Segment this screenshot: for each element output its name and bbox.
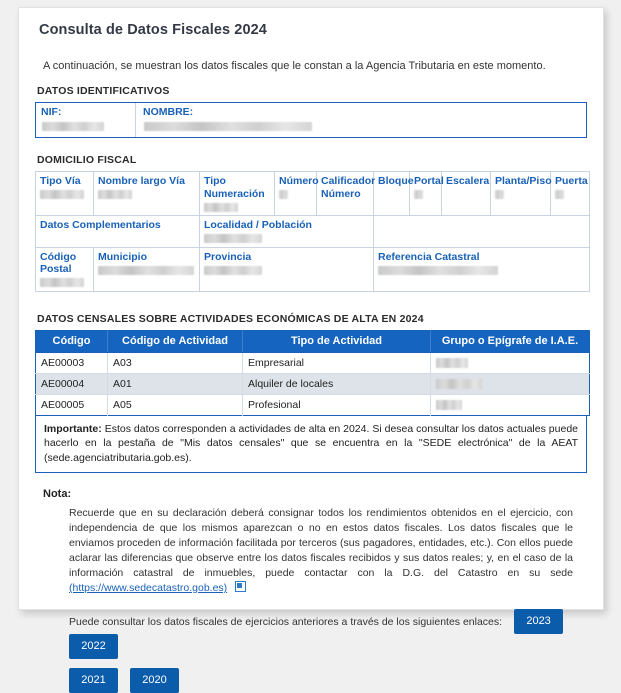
value-localidad-poblacion-redacted	[204, 234, 262, 243]
column-header-codigo-actividad: Código de Actividad	[108, 330, 243, 352]
cell-grupo-iae	[431, 352, 590, 373]
important-text: Estos datos corresponden a actividades de alta en 2024. Si desea consultar los datos actuales puede hacerlo en la pestaña de "Mis datos censales" que se encuentra en la "SEDE electrónica" de la AEAT (sede.agenciatributaria.gob.es).	[44, 422, 578, 464]
cell-localidad-poblacion	[200, 216, 374, 248]
label-provincia: Provincia	[204, 250, 252, 263]
grupo-iae-redacted	[436, 379, 482, 389]
cell-numero	[275, 172, 317, 216]
nif-label: NIF:	[41, 106, 62, 118]
label-calificador-numero: Calificador Número	[321, 175, 376, 200]
cell-codigo-postal	[36, 247, 94, 291]
label-nombre-largo-via: Nombre largo Vía	[98, 175, 185, 187]
cell-codigo-actividad: A01	[108, 373, 243, 394]
value-tipo-via-redacted	[40, 190, 84, 199]
label-localidad-poblacion: Localidad / Población	[204, 219, 312, 231]
page-title: Consulta de Datos Fiscales 2024	[39, 22, 267, 38]
cell-tipo-actividad: Empresarial	[243, 352, 431, 373]
value-planta-piso-redacted	[495, 190, 504, 199]
fiscal-data-card	[18, 7, 604, 686]
value-nombre-largo-via-redacted	[98, 190, 132, 199]
address-row-complementary	[36, 216, 590, 248]
address-row-location	[36, 247, 590, 291]
important-notice	[35, 416, 587, 474]
year-button-2022[interactable]: 2022	[69, 634, 118, 659]
intro-paragraph: A continuación, se muestran los datos fiscales que le constan a la Agencia Tributaria en este momento.	[43, 60, 546, 72]
year-button-2020[interactable]: 2020	[130, 668, 179, 693]
cell-tipo-numeracion	[200, 172, 275, 216]
label-tipo-via: Tipo Vía	[40, 175, 81, 187]
cell-portal	[410, 172, 442, 216]
cell-referencia-catastral	[374, 247, 590, 291]
section-heading-address: DOMICILIO FISCAL	[37, 154, 137, 166]
label-datos-complementarios: Datos Complementarios	[40, 219, 161, 231]
grupo-iae-redacted	[436, 400, 462, 410]
cell-codigo-actividad: A05	[108, 394, 243, 415]
identification-box	[35, 102, 587, 138]
cell-datos-complementarios	[36, 216, 200, 248]
label-tipo-numeracion: Tipo Numeración	[204, 175, 265, 200]
cell-codigo-actividad: A03	[108, 352, 243, 373]
value-provincia-redacted	[204, 266, 262, 275]
label-planta-piso: Planta/Piso	[495, 175, 552, 187]
previous-years-row-2	[69, 668, 587, 693]
address-table	[35, 171, 590, 292]
grupo-iae-redacted	[436, 358, 468, 368]
nombre-label: NOMBRE:	[143, 106, 194, 118]
nombre-cell	[136, 103, 586, 137]
note-title: Nota:	[43, 488, 72, 500]
activities-header-row	[36, 330, 590, 352]
cell-provincia	[200, 247, 374, 291]
cell-empty-complementary	[374, 216, 590, 248]
address-row-street	[36, 172, 590, 216]
note-text-part1: Recuerde que en su declaración deberá consignar todos los rendimientos obtenidos en el ejercicio, con independencia de que los mismos aparezcan o no en estos datos fiscales. Los datos fiscales que le enviamos proceden de información facilitada por terceros (sus pagadores, entidades, etc.). Con ellos puede aclarar las diferencias que observe entre los datos fiscales recibidos y sus datos reales; y, en el caso de la información catastral de inmuebles, puede contactar con la D.G. del Catastro en su sede	[69, 507, 573, 579]
catastro-link[interactable]: (https://www.sedecatastro.gob.es)	[69, 582, 228, 594]
external-link-icon[interactable]	[235, 581, 246, 592]
label-numero: Número	[279, 175, 319, 187]
label-codigo-postal: Código Postal	[40, 250, 77, 275]
note-text-part2	[227, 582, 230, 594]
cell-nombre-largo-via	[94, 172, 200, 216]
section-heading-identification: DATOS IDENTIFICATIVOS	[37, 85, 170, 97]
label-portal: Portal	[414, 175, 444, 187]
column-header-grupo-iae: Grupo o Epígrafe de I.A.E.	[431, 330, 590, 352]
cell-tipo-via	[36, 172, 94, 216]
cell-calificador-numero	[317, 172, 374, 216]
value-puerta-redacted	[555, 190, 564, 199]
cell-tipo-actividad: Alquiler de locales	[243, 373, 431, 394]
table-row	[36, 394, 590, 415]
value-codigo-postal-redacted	[40, 278, 84, 287]
nif-value-redacted	[42, 122, 104, 131]
label-referencia-catastral: Referencia Catastral	[378, 250, 480, 263]
year-button-2021[interactable]: 2021	[69, 668, 118, 693]
value-municipio-redacted	[98, 266, 194, 275]
cell-tipo-actividad: Profesional	[243, 394, 431, 415]
value-numero-redacted	[279, 190, 288, 199]
cell-codigo: AE00005	[36, 394, 108, 415]
cell-codigo: AE00003	[36, 352, 108, 373]
table-row	[36, 352, 590, 373]
label-escalera: Escalera	[446, 175, 490, 187]
nif-cell	[36, 103, 136, 137]
year-button-2023[interactable]: 2023	[514, 609, 563, 634]
label-municipio: Municipio	[98, 250, 147, 263]
activities-table	[35, 330, 590, 416]
column-header-tipo-actividad: Tipo de Actividad	[243, 330, 431, 352]
cell-puerta	[551, 172, 590, 216]
value-portal-redacted	[414, 190, 423, 199]
note-body	[69, 506, 573, 596]
previous-years-row-1	[69, 609, 587, 659]
cell-planta-piso	[491, 172, 551, 216]
cell-codigo: AE00004	[36, 373, 108, 394]
nombre-value-redacted	[144, 122, 312, 131]
label-puerta: Puerta	[555, 175, 588, 187]
previous-years-lead-text: Puede consultar los datos fiscales de ejercicios anteriores a través de los siguientes enlaces:	[69, 615, 503, 628]
cell-municipio	[94, 247, 200, 291]
card-content	[19, 8, 603, 693]
cell-escalera	[442, 172, 491, 216]
cell-grupo-iae	[431, 373, 590, 394]
table-row	[36, 373, 590, 394]
important-label: Importante:	[44, 422, 102, 435]
value-referencia-catastral-redacted	[378, 266, 498, 275]
cell-bloque	[374, 172, 414, 216]
section-heading-activities: DATOS CENSALES SOBRE ACTIVIDADES ECONÓMICAS DE ALTA EN 2024	[37, 312, 424, 325]
value-tipo-numeracion-redacted	[204, 203, 238, 212]
label-bloque: Bloque	[378, 175, 414, 187]
cell-grupo-iae	[431, 394, 590, 415]
column-header-codigo: Código	[36, 330, 108, 352]
